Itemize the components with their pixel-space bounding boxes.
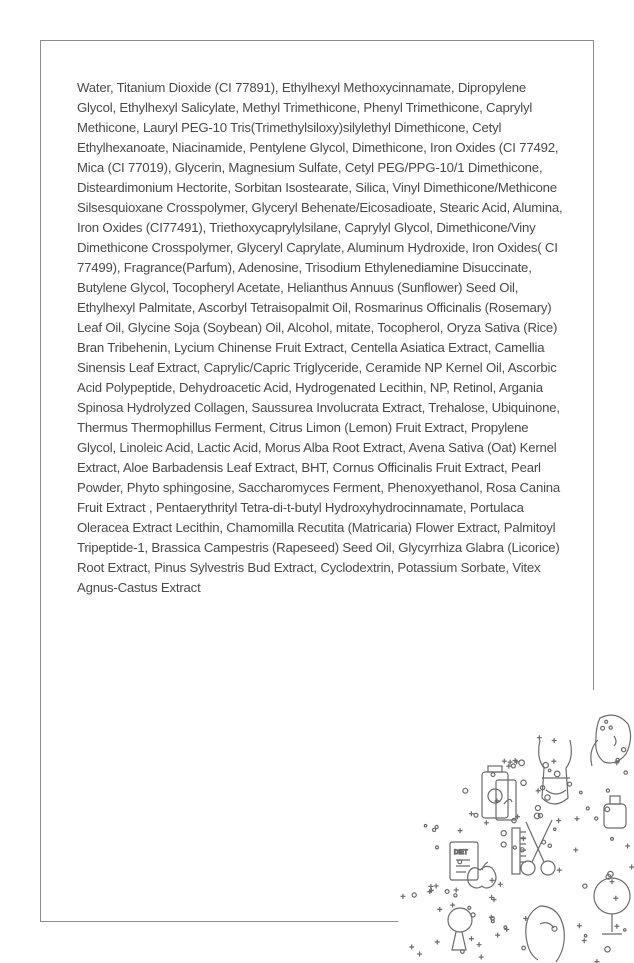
dot-mark (522, 946, 526, 950)
dot-mark (433, 828, 436, 831)
dot-mark (491, 773, 495, 777)
sparkle-mark (502, 759, 507, 764)
sparkle-mark (484, 820, 489, 825)
dot-mark (605, 807, 610, 812)
dot-mark (535, 806, 540, 811)
dot-mark (605, 720, 608, 723)
sparkle-mark (469, 936, 474, 941)
sparkle-mark (537, 735, 542, 740)
sparkle-mark (573, 847, 578, 852)
dot-mark (622, 748, 626, 752)
dot-mark (501, 831, 506, 836)
dot-mark (611, 838, 614, 841)
sparkle-mark (469, 811, 474, 816)
dot-mark (554, 771, 560, 777)
dot-mark (601, 726, 605, 730)
dot-mark (436, 846, 439, 849)
sparkle-mark (434, 883, 439, 888)
sparkle-mark (582, 938, 587, 943)
dot-mark (609, 726, 612, 729)
sparkle-mark (609, 879, 614, 884)
hand-mirror-icon (448, 908, 472, 950)
mirror-icon (594, 878, 630, 934)
sparkle-mark (521, 836, 526, 841)
dot-mark (454, 894, 457, 897)
sparkle-mark (450, 903, 455, 908)
diet-clipboard-icon (450, 842, 478, 880)
dot-mark (583, 884, 587, 888)
sparkle-mark (495, 933, 500, 938)
dot-mark (412, 893, 416, 897)
dot-mark (424, 825, 426, 827)
dot-mark (474, 813, 478, 817)
dot-mark (606, 789, 609, 792)
dot-mark (580, 791, 583, 794)
sparkle-mark (557, 868, 562, 873)
sparkle-mark (458, 828, 463, 833)
dot-mark (519, 760, 525, 766)
sparkle-mark (629, 865, 634, 870)
sparkle-mark (477, 942, 482, 947)
dot-mark (521, 780, 526, 785)
dot-mark (624, 929, 626, 931)
dot-mark (624, 771, 627, 774)
dot-mark (511, 764, 515, 768)
sparkle-mark (490, 878, 495, 883)
dot-mark (548, 844, 551, 847)
svg-text:DIET: DIET (454, 850, 468, 856)
sparkle-mark (454, 888, 459, 893)
sparkle-mark (479, 955, 484, 960)
sparkle-mark (556, 818, 561, 823)
dot-mark (545, 795, 550, 800)
dot-mark (538, 814, 542, 818)
sparkle-mark (435, 940, 440, 945)
beauty-icons-decoration (400, 700, 634, 963)
sparkle-mark (409, 944, 414, 949)
sparkle-mark (594, 959, 599, 963)
dot-mark (491, 920, 494, 923)
woman-face-icon (591, 715, 631, 766)
dot-mark (468, 906, 471, 909)
sparkle-mark (417, 952, 422, 957)
sparkle-mark (489, 915, 494, 920)
sparkle-mark (614, 924, 619, 929)
sparkle-mark (577, 923, 582, 928)
dot-mark (445, 890, 449, 894)
dot-mark (605, 947, 610, 952)
dot-mark (584, 935, 586, 937)
sparkle-mark (625, 843, 630, 848)
sparkle-mark (552, 738, 557, 743)
sparkle-mark (551, 759, 556, 764)
dot-mark (554, 828, 556, 830)
dot-mark (501, 842, 506, 847)
apple-icon (468, 862, 496, 888)
dot-mark (568, 782, 572, 786)
sparkle-mark (613, 896, 618, 901)
dot-mark (513, 846, 516, 849)
sparkle-mark (437, 907, 442, 912)
dot-mark (435, 825, 438, 828)
dot-mark (504, 926, 507, 929)
dot-mark (548, 769, 551, 772)
sparkle-mark (498, 882, 503, 887)
dot-mark (595, 817, 598, 820)
sparkle-mark (536, 788, 541, 793)
cosmetic-bottles-icon (482, 766, 516, 820)
dot-mark (586, 807, 589, 810)
woman-face-icon (526, 906, 565, 962)
sparkle-mark (428, 884, 433, 889)
sparkle-mark (400, 894, 405, 899)
sparkle-mark (574, 816, 579, 821)
dot-mark (463, 788, 468, 793)
ingredients-list: Water, Titanium Dioxide (CI 77891), Ethylhexyl Methoxycinnamate, Dipropylene Glycol, Ethylhexyl Salicylate, Methyl Trimethicone, Phenyl Trimethicone, Caprylyl Methicone, Lauryl PEG-10 Tris(Trimethylsiloxy)silylethyl Dimethicone, Cetyl Ethylhexanoate, Niacinamide, Pentylene Glycol, Dimethicone, Iron Oxides (CI 77492, Mica (CI 77019), Glycerin, Magnesium Sulfate, Cetyl PEG/PPG-10/1 Dimethicone, Disteardimonium Hectorite, Sorbitan Isostearate, Silica, Vinyl Dimethicone/Methicone Silsesquioxane Crosspolymer, Glyceryl Behenate/Eicosadioate, Stearic Acid, Alumina, Iron Oxides (CI77491), Triethoxycaprylylsilane, Caprylyl Glycol, Dimethicone/Viny Dimethicone Crosspolymer, Glyceryl Caprylate, Aluminum Hydroxide, Iron Oxides( CI 77499), Fragrance(Parfum), Adenosine, Trisodium Ethylenediamine Disuccinate, Butylene Glycol, Tocopheryl Acetate, Helianthus Annuus (Sunflower) Seed Oil, Ethylhexyl Palmitate, Ascorbyl Tetraisopalmit Oil, Rosmarinus Officinalis (Rosemary) Leaf Oil, Glycine Soja (Soybean) Oil, Alcohol, mitate, Tocopherol, Oryza Sativa (Rice) Bran Tribehenin, Lycium Chinense Fruit Extract, Centella Asiatica Extract, Camellia Sinensis Leaf Extract, Caprylic/Capric Triglyceride, Ceramide NP Kernel Oil, Ascorbic Acid Polypeptide, Dehydroacetic Acid, Hydrogenated Lecithin, NP, Retinol, Argania Spinosa Hydrolyzed Collagen, Saussurea Involucrata Extract, Trehalose, Ubiquinone, Thermus Thermophillus Ferment, Citrus Limon (Lemon) Fruit Extract, Propylene Glycol, Linoleic Acid, Lactic Acid, Morus Alba Root Extract, Avena Sativa (Oat) Kernel Extract, Aloe Barbadensis Leaf Extract, BHT, Cornus Officinalis Fruit Extract, Pearl Powder, Phyto sphingosine, Saccharomyces Ferment, Phenoxyethanol, Rosa Canina Fruit Extract , Pentaerythrityl Tetra-di-t-butyl Hydroxyhydrocinnamate, Portulaca Oleracea Extract Lecithin, Chamomilla Recutita (Matricaria) Flower Extract, Palmitoyl Tripeptide-1, Brassica Campestris (Rapeseed) Seed Oil, Glycyrrhiza Glabra (Licorice) Root Extract, Pinus Sylvestris Bud Extract, Cyclodextrin, Potassium Sorbate, Vitex Agnus-Castus Extract (77, 80, 563, 595)
